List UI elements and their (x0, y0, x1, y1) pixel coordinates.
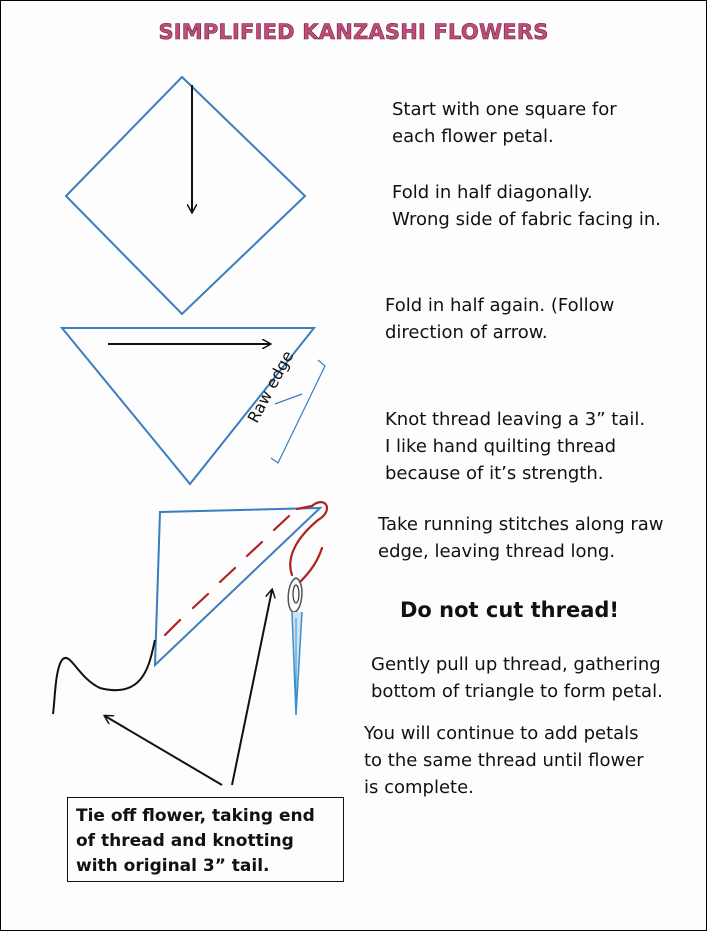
note-line2: of thread and knotting (76, 831, 294, 851)
needle-icon (288, 578, 302, 715)
step2-line2: Wrong side of fabric facing in. (392, 209, 661, 230)
step1-line1: Start with one square for (392, 99, 617, 120)
step1-line2: each flower petal. (392, 126, 554, 147)
thread-tail (53, 640, 155, 714)
step4-line2: I like hand quilting thread (385, 436, 617, 457)
step5-text (378, 511, 664, 565)
step2-line1: Fold in half diagonally. (392, 182, 593, 203)
step6-line2: bottom of triangle to form petal. (371, 681, 663, 702)
step4-line3: because of it’s strength. (385, 463, 604, 484)
step5-line1: Take running stitches along raw (378, 514, 664, 535)
step5-line2: edge, leaving thread long. (378, 541, 616, 562)
step3-line2: direction of arrow. (385, 322, 548, 343)
step7-line1: You will continue to add petals (364, 723, 639, 744)
pointer-arrow-to-tail (105, 716, 222, 785)
fabric-square-shape (66, 77, 305, 314)
step7-line2: to the same thread until flower (364, 750, 644, 771)
pointer-arrow-to-stitch (232, 590, 272, 785)
step6-line1: Gently pull up thread, gathering (371, 654, 661, 675)
step4-text (385, 406, 645, 487)
step7-line3: is complete. (364, 777, 474, 798)
step1-text (392, 96, 617, 150)
step4-line1: Knot thread leaving a 3” tail. (385, 409, 646, 430)
raw-edge-label: Raw edge (243, 347, 298, 426)
note-line3: with original 3” tail. (76, 856, 270, 876)
thread-loop (290, 502, 327, 582)
warning-text: Do not cut thread! (400, 598, 620, 622)
tie-off-note-box (67, 797, 344, 882)
folded-triangle-shape (62, 328, 314, 484)
step6-text (371, 651, 663, 705)
step7-text (364, 720, 644, 801)
step2-text (392, 179, 661, 233)
title-text: SIMPLIFIED KANZASHI FLOWERS (158, 20, 549, 44)
step3-line1: Fold in half again. (Follow (385, 295, 615, 316)
note-line1: Tie off flower, taking end (76, 806, 315, 826)
step3-text (385, 292, 614, 346)
